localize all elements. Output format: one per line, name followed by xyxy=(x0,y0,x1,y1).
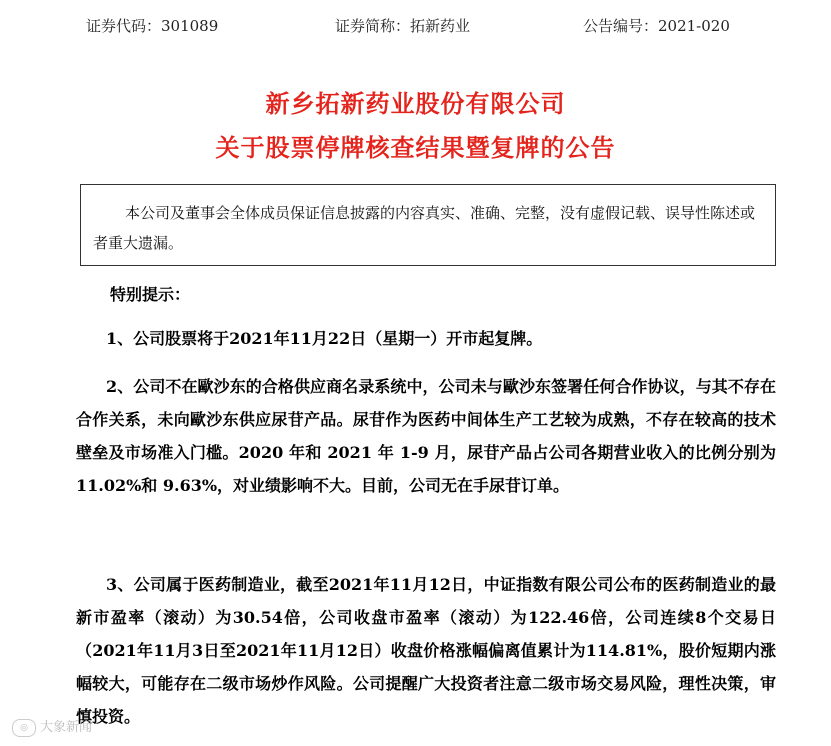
disclosure-notice-box xyxy=(80,184,776,266)
paragraph-risk: 3、公司属于医药制造业，截至2021年11月12日，中证指数有限公司公布的医药制造业的最新市盈率（滚动）为30.54倍，公司收盘市盈率（滚动）为122.46倍，公司连续8个交易日（2021年11月3日至2021年11月12日）收盘价格涨幅偏离值累计为114.81%，股价短期内涨幅较大，可能存在二级市场炒作风险。公司提醒广大投资者注意二级市场交易风险，理性决策，审慎投资。 xyxy=(76,575,776,726)
announcement-header xyxy=(0,15,831,39)
disclosure-notice-text: 本公司及董事会全体成员保证信息披露的内容真实、准确、完整，没有虚假记载、误导性陈述或者重大遗漏。 xyxy=(93,204,756,252)
announcement-title: 关于股票停牌核查结果暨复牌的公告 xyxy=(215,133,616,162)
stock-code: 证券代码：301089 xyxy=(86,17,219,35)
watermark xyxy=(12,716,92,737)
stock-short-name: 证券简称：拓新药业 xyxy=(335,17,471,35)
company-title: 新乡拓新药业股份有限公司 xyxy=(265,89,566,118)
paragraph-resumption: 1、公司股票将于2021年11月22日（星期一）开市起复牌。 xyxy=(106,329,543,348)
paragraph-supplier: 2、公司不在歐沙东的合格供应商名录系统中，公司未与歐沙东签署任何合作协议，与其不存在合作关系，未向歐沙东供应尿苷产品。尿苷作为医药中间体生产工艺较为成熟，不存在较高的技术壁垒及市场准入门槛。2020 年和 2021 年 1-9 月，尿苷产品占公司各期营业收入的比例分别为 11.02%和 9.63%，对业绩影响不大。目前，公司无在手尿苷订单。 xyxy=(76,377,776,495)
watermark-logo-icon: ◎ xyxy=(12,719,36,737)
announcement-number: 公告编号：2021-020 xyxy=(583,17,730,35)
special-notice-heading: 特别提示： xyxy=(110,285,191,304)
watermark-text: 大象新闻 xyxy=(40,720,93,735)
